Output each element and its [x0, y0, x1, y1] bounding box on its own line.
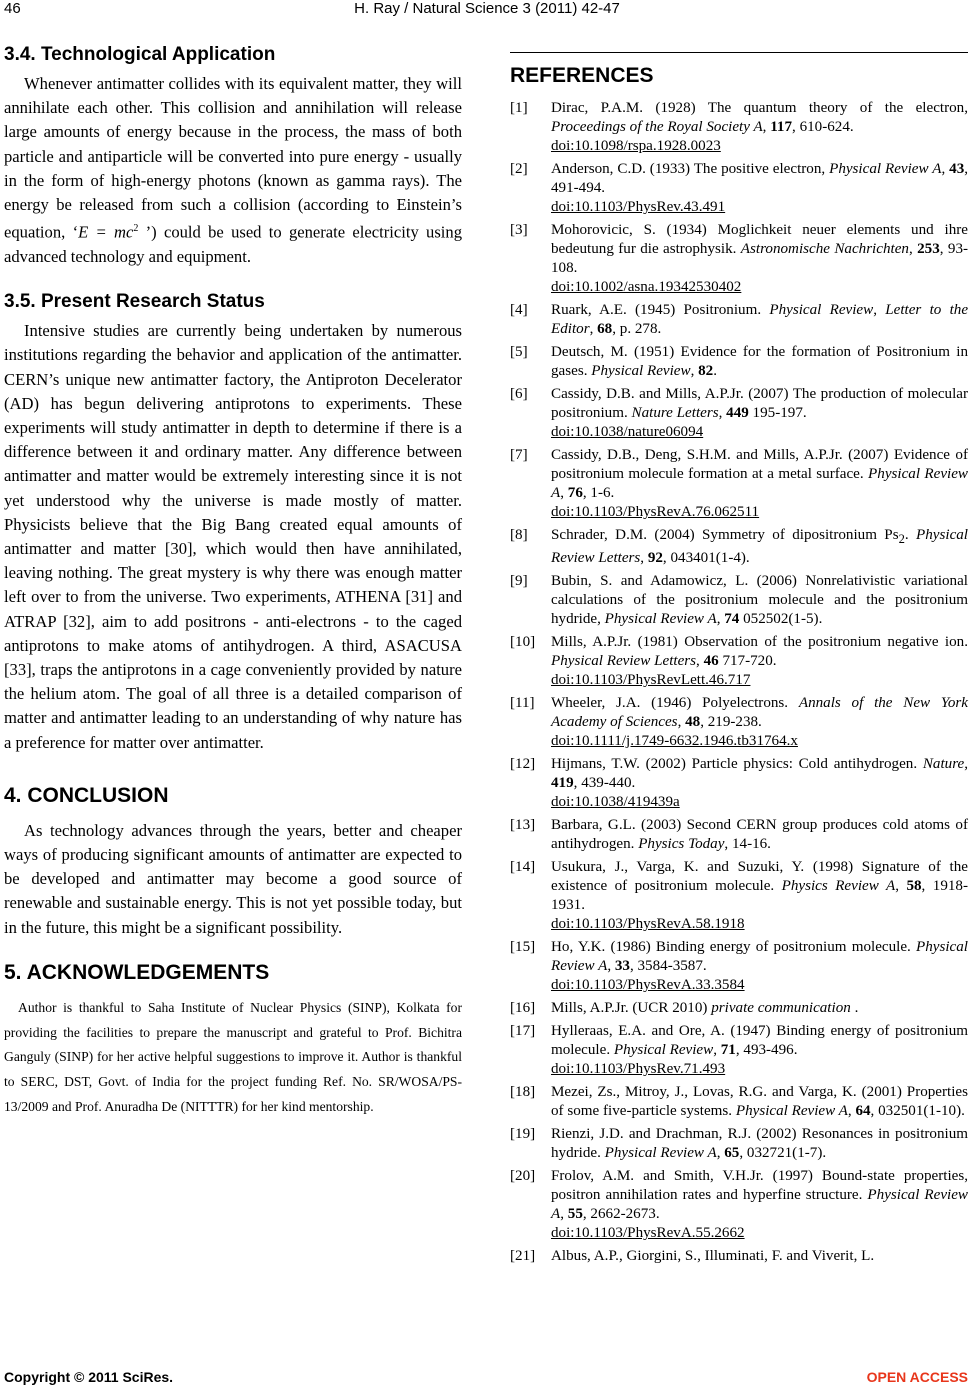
reference-pages: 14-16.	[731, 836, 771, 853]
reference-volume: 65	[724, 1145, 740, 1162]
reference-number: [12]	[510, 756, 536, 773]
reference-subscript: 2	[898, 532, 905, 547]
reference-pages: , 219-238.	[700, 714, 762, 731]
reference-number: [10]	[510, 634, 536, 651]
reference-doi-link[interactable]: doi:10.1103/PhysRevA.55.2662	[551, 1225, 745, 1242]
reference-number: [18]	[510, 1084, 536, 1101]
reference-separator: ,	[677, 714, 686, 731]
page-number: 46	[4, 0, 21, 17]
reference-separator: ,	[762, 119, 771, 135]
references-column	[510, 42, 968, 1270]
reference-number: [7]	[510, 447, 528, 463]
reference-authors-title: Mills, A.P.Jr. (1981) Observation of the positronium negative ion.	[551, 634, 968, 651]
section-3-4-heading: 3.4. Technological Application	[4, 44, 276, 65]
reference-journal: Physics Review A	[781, 878, 896, 895]
reference-authors-title: Albus, A.P., Giorgini, S., Illuminati, F. and Viverit, L.	[551, 1248, 875, 1265]
reference-item	[510, 301, 968, 339]
equation: E = mc	[78, 222, 134, 242]
reference-item	[510, 858, 968, 934]
reference-item	[510, 633, 968, 690]
reference-text	[551, 858, 968, 934]
reference-doi-link[interactable]: doi:10.1098/rspa.1928.0023	[551, 138, 721, 154]
reference-authors-title: Cassidy, D.B. and Mills, A.P.Jr. (2007) The production of molecular positronium.	[551, 386, 968, 421]
reference-authors-title: Cassidy, D.B., Deng, S.H.M. and Mills, A.P.Jr. (2007) Evidence of positronium molecule formation at a metal surface.	[551, 447, 968, 482]
reference-separator: .	[904, 527, 917, 543]
reference-pages: , 2662-2673.	[582, 1206, 660, 1223]
reference-separator: ,	[895, 878, 907, 895]
reference-item	[510, 999, 968, 1018]
reference-authors-title: Schrader, D.M. (2004) Symmetry of dipositronium Ps	[551, 527, 899, 543]
reference-number: [11]	[510, 695, 535, 712]
reference-doi-link[interactable]: doi:10.1103/PhysRevA.33.3584	[551, 977, 745, 994]
reference-item	[510, 572, 968, 629]
reference-number: [21]	[510, 1248, 536, 1265]
section-4-paragraph: As technology advances through the years, better and cheaper ways of producing significant amounts of antimatter are expected to be developed and antimatter may become a good source of renewable and sustainable energy. This is not yet possible today, but in the future, this might be a significant possibility.	[4, 820, 462, 937]
reference-doi-link[interactable]: doi:10.1111/j.1749-6632.1946.tb31764.x	[551, 733, 798, 750]
reference-journal: Annals of the New York Academy of Sciences	[551, 695, 969, 731]
references-rule	[510, 52, 968, 53]
reference-authors-title: Usukura, J., Varga, K. and Suzuki, Y. (1998) Signature of the existence of positronium molecule.	[551, 859, 968, 895]
reference-doi-link[interactable]: doi:10.1103/PhysRevA.76.062511	[551, 504, 760, 520]
reference-pages: , 491-494.	[551, 161, 969, 196]
reference-journal: Physical Review	[613, 1042, 714, 1059]
reference-doi-link[interactable]: doi:10.1103/PhysRevA.58.1918	[551, 916, 745, 933]
reference-item	[510, 221, 968, 297]
reference-authors-title: Mezei, Zs., Mitroy, J., Lovas, R.G. and Varga, K. (2001) Properties of some five-particle systems.	[551, 1084, 968, 1120]
reference-pages: 052502(1-5).	[739, 611, 823, 628]
reference-doi-link[interactable]: doi:10.1038/419439a	[551, 794, 680, 811]
reference-separator: ,	[716, 611, 725, 628]
reference-text	[551, 1022, 968, 1079]
reference-item	[510, 385, 968, 442]
reference-volume: 71	[720, 1042, 736, 1059]
reference-number: [17]	[510, 1023, 536, 1040]
reference-pages: .	[713, 363, 717, 379]
reference-volume: 64	[855, 1103, 871, 1120]
reference-item	[510, 526, 968, 568]
reference-text	[551, 1167, 968, 1243]
reference-number: [20]	[510, 1168, 536, 1185]
reference-separator: ,	[908, 241, 918, 257]
reference-separator: ,	[724, 836, 732, 853]
reference-volume: 43	[949, 161, 965, 177]
reference-pages: 195-197.	[748, 405, 807, 421]
reference-volume: 58	[906, 878, 922, 895]
reference-number: [5]	[510, 344, 528, 360]
reference-text	[551, 1247, 968, 1266]
reference-journal: Physical Review A	[551, 1187, 968, 1223]
reference-text	[551, 446, 968, 522]
reference-volume: 82	[698, 363, 714, 379]
reference-journal: Physical Review A	[829, 161, 942, 177]
section-3-4-paragraph	[4, 72, 462, 269]
reference-item	[510, 99, 968, 156]
reference-pages: , 610-624.	[792, 119, 854, 135]
reference-volume: 74	[724, 611, 740, 628]
reference-item	[510, 755, 968, 812]
reference-text	[551, 755, 968, 812]
reference-volume: 68	[597, 321, 613, 337]
reference-separator: ,	[718, 405, 727, 421]
left-column	[4, 42, 462, 1120]
reference-item	[510, 1247, 968, 1266]
reference-item	[510, 1125, 968, 1163]
reference-pages: , 3584-3587.	[629, 958, 707, 975]
reference-number: [4]	[510, 302, 528, 318]
open-access-label: OPEN ACCESS	[866, 1369, 968, 1385]
reference-text	[551, 1083, 968, 1121]
reference-journal: Physical Review Letters	[551, 527, 969, 567]
reference-volume: 48	[685, 714, 701, 731]
reference-authors-title: Mills, A.P.Jr. (UCR 2010)	[551, 1000, 712, 1017]
reference-item	[510, 1167, 968, 1243]
reference-number: [16]	[510, 1000, 536, 1017]
reference-separator: ,	[690, 363, 699, 379]
reference-authors-title: Bubin, S. and Adamowicz, L. (2006) Nonrelativistic variational calculations of the positronium molecule and the positronium hydride,	[551, 573, 968, 628]
equation-exponent: 2	[133, 223, 139, 235]
reference-journal: Physical Review	[591, 363, 691, 379]
reference-text	[551, 816, 968, 854]
reference-authors-title: Anderson, C.D. (1933) The positive electron,	[551, 161, 830, 177]
reference-text	[551, 633, 968, 690]
reference-journal: Nature	[922, 756, 965, 773]
reference-authors-title: Barbara, G.L. (2003) Second CERN group produces cold atoms of antihydrogen.	[551, 817, 968, 853]
section-4-heading: 4. CONCLUSION	[4, 783, 169, 807]
reference-separator: ,	[964, 756, 968, 773]
reference-separator: ,	[560, 485, 568, 501]
reference-authors-title: Frolov, A.M. and Smith, V.H.Jr. (1997) Bound-state properties, positron annihilation rates and hyperfine structure.	[551, 1168, 968, 1204]
reference-item	[510, 160, 968, 217]
reference-list	[510, 99, 968, 1266]
reference-text	[551, 999, 968, 1018]
reference-pages: , p. 278.	[612, 321, 662, 337]
reference-text	[551, 343, 968, 381]
reference-separator: ,	[713, 1042, 721, 1059]
copyright-notice: Copyright © 2011 SciRes.	[4, 1369, 174, 1385]
reference-separator: ,	[640, 550, 648, 567]
reference-doi-link[interactable]: doi:10.1002/asna.19342530402	[551, 279, 742, 295]
reference-pages: , 439-440.	[573, 775, 636, 792]
reference-volume: 419	[551, 775, 574, 792]
reference-pages: , 032721(1-7).	[739, 1145, 827, 1162]
reference-text	[551, 572, 968, 629]
reference-number: [3]	[510, 222, 528, 238]
reference-separator: ,	[589, 321, 598, 337]
reference-authors-title: Hijmans, T.W. (2002) Particle physics: Cold antihydrogen.	[551, 756, 923, 773]
section-3-4-text-end: ’) could be used to generate electricity using advanced technology and equipment.	[4, 222, 463, 266]
reference-item	[510, 938, 968, 995]
reference-authors-title: Dirac, P.A.M. (1928) The quantum theory of the electron,	[551, 100, 968, 116]
reference-volume: 55	[567, 1206, 583, 1223]
reference-text	[551, 160, 968, 217]
reference-authors-title: Rienzi, J.D. and Drachman, R.J. (2002) Resonances in positronium hydride.	[551, 1126, 968, 1162]
reference-journal-note: Letter to the Editor	[551, 302, 969, 337]
section-3-5-heading: 3.5. Present Research Status	[4, 291, 265, 313]
reference-doi-link[interactable]: doi:10.1038/nature06094	[551, 424, 704, 440]
reference-text	[551, 938, 968, 995]
reference-separator: ,	[696, 653, 704, 670]
reference-pages: 717-720.	[718, 653, 777, 670]
reference-volume: 46	[703, 653, 719, 670]
reference-separator: ,	[716, 1145, 725, 1162]
reference-journal: Physical Review A	[551, 466, 968, 501]
reference-pages: , 1-6.	[582, 485, 615, 501]
reference-authors-title: Mohorovicic, S. (1934) Moglichkeit neuer elements und ihre bedeutung fur die astrophysik.	[551, 222, 968, 257]
reference-pages: , 032501(1-10).	[870, 1103, 965, 1120]
reference-number: [13]	[510, 817, 536, 834]
reference-number: [15]	[510, 939, 536, 956]
reference-doi-link[interactable]: doi:10.1103/PhysRev.43.491	[551, 199, 726, 215]
reference-item	[510, 816, 968, 854]
reference-number: [9]	[510, 573, 528, 590]
reference-volume: 33	[614, 958, 630, 975]
reference-number: [19]	[510, 1126, 536, 1143]
reference-doi-link[interactable]: doi:10.1103/PhysRev.71.493	[551, 1061, 726, 1078]
reference-separator: ,	[560, 1206, 568, 1223]
reference-pages: , 493-496.	[735, 1042, 798, 1059]
reference-separator: ,	[607, 958, 615, 975]
reference-separator: ,	[873, 302, 886, 318]
reference-pages: , 93-108.	[551, 241, 969, 276]
reference-journal: Physical Review A	[604, 611, 717, 628]
section-5-paragraph: Author is thankful to Saha Institute of Nuclear Physics (SINP), Kolkata for providing the facilities to prepare the manuscript and grateful to Prof. Bichitra Ganguly (SINP) for her active helpful suggestions to improve it. Author is thankful to SERC, DST, Govt. of India for the project funding Ref. No. SR/WOSA/PS-13/2009 and Prof. Anuradha De (NITTTR) for her kind mentorship.	[4, 999, 462, 1115]
reference-journal: Proceedings of the Royal Society A	[551, 119, 763, 135]
section-3-5-paragraph: Intensive studies are currently being undertaken by numerous institutions regarding the behavior and application of the antimatter. CERN’s unique new antimatter factory, the Antiproton Decelerator (AD) has begun delivering antiprotons to experiments. These experiments will study antimatter in depth to determine if there is a difference between it and ordinary matter. Any difference between antimatter and matter would be extremely interesting since it is not yet understood why the universe is made mostly of matter. Physicists believe that the Big Bang created equal amounts of antimatter and matter [30], which would then have annihilated, leaving nothing. The great mystery is why there was enough matter left over to from the universe. Two experiments, ATHENA [31] and ATRAP [32], aim to add positrons - anti-electrons - to the caged antiprotons to make atoms of antihydrogen. A third, ASACUSA [33], traps the antiprotons in a cage conveniently provided by nature the helium atom. The goal of all three is a detailed comparison of matter and antimatter leading to an understanding of why nature has a preference for matter over antimatter.	[4, 321, 462, 752]
reference-volume: 117	[770, 119, 793, 135]
reference-item	[510, 446, 968, 522]
reference-number: [8]	[510, 527, 528, 543]
reference-volume: 76	[567, 485, 583, 501]
reference-text	[551, 99, 968, 156]
reference-journal: Physical Review Letters	[551, 653, 697, 670]
reference-text	[551, 221, 968, 297]
reference-journal: Physical Review	[769, 302, 874, 318]
section-5-heading: 5. ACKNOWLEDGEMENTS	[4, 960, 270, 984]
reference-separator: .	[850, 1000, 859, 1017]
reference-number: [2]	[510, 161, 528, 177]
reference-separator: ,	[847, 1103, 856, 1120]
reference-authors-title: Hylleraas, E.A. and Ore, A. (1947) Binding energy of positronium molecule.	[551, 1023, 968, 1059]
reference-number: [6]	[510, 386, 528, 402]
reference-text	[551, 301, 968, 339]
running-title: H. Ray / Natural Science 3 (2011) 42-47	[354, 0, 620, 17]
reference-authors-title: Ho, Y.K. (1986) Binding energy of positronium molecule.	[551, 939, 917, 956]
reference-volume: 92	[647, 550, 663, 567]
reference-separator: ,	[941, 161, 950, 177]
section-3-4-text: Whenever antimatter collides with its equivalent matter, they will annihilate each other. This collision and annihilation will release large amounts of energy because in the process, the mass of both particle and antiparticle will be converted into pure energy - usually in the form of high-energy photons (known as gamma rays). The energy be released from such a collision (according to Einstein’s equation, ‘	[4, 74, 462, 242]
reference-authors-title: Wheeler, J.A. (1946) Polyelectrons.	[551, 695, 799, 712]
reference-text	[551, 1125, 968, 1163]
reference-item	[510, 343, 968, 381]
reference-number: [14]	[510, 859, 536, 876]
reference-text	[551, 694, 968, 751]
reference-journal: Physical Review A	[551, 939, 968, 975]
reference-item	[510, 1022, 968, 1079]
reference-journal: Physics Today	[638, 836, 725, 853]
reference-pages: , 043401(1-4).	[662, 550, 750, 567]
reference-volume: 253	[917, 241, 940, 257]
reference-volume: 449	[726, 405, 749, 421]
reference-item	[510, 694, 968, 751]
reference-journal: Astronomische Nachrichten	[740, 241, 909, 257]
reference-doi-link[interactable]: doi:10.1103/PhysRevLett.46.717	[551, 672, 751, 689]
reference-journal: Nature Letters	[631, 405, 719, 421]
reference-journal: private communication	[711, 1000, 851, 1017]
reference-pages: , 1918-1931.	[551, 878, 968, 914]
reference-number: [1]	[510, 100, 528, 116]
reference-item	[510, 1083, 968, 1121]
reference-journal: Physical Review A	[604, 1145, 717, 1162]
reference-text	[551, 385, 968, 442]
reference-authors-title: Ruark, A.E. (1945) Positronium.	[551, 302, 770, 318]
reference-authors-title: Deutsch, M. (1951) Evidence for the formation of Positronium in gases.	[551, 344, 968, 379]
references-heading: REFERENCES	[510, 64, 654, 87]
reference-journal: Physical Review A	[735, 1103, 848, 1120]
reference-text	[551, 526, 968, 568]
